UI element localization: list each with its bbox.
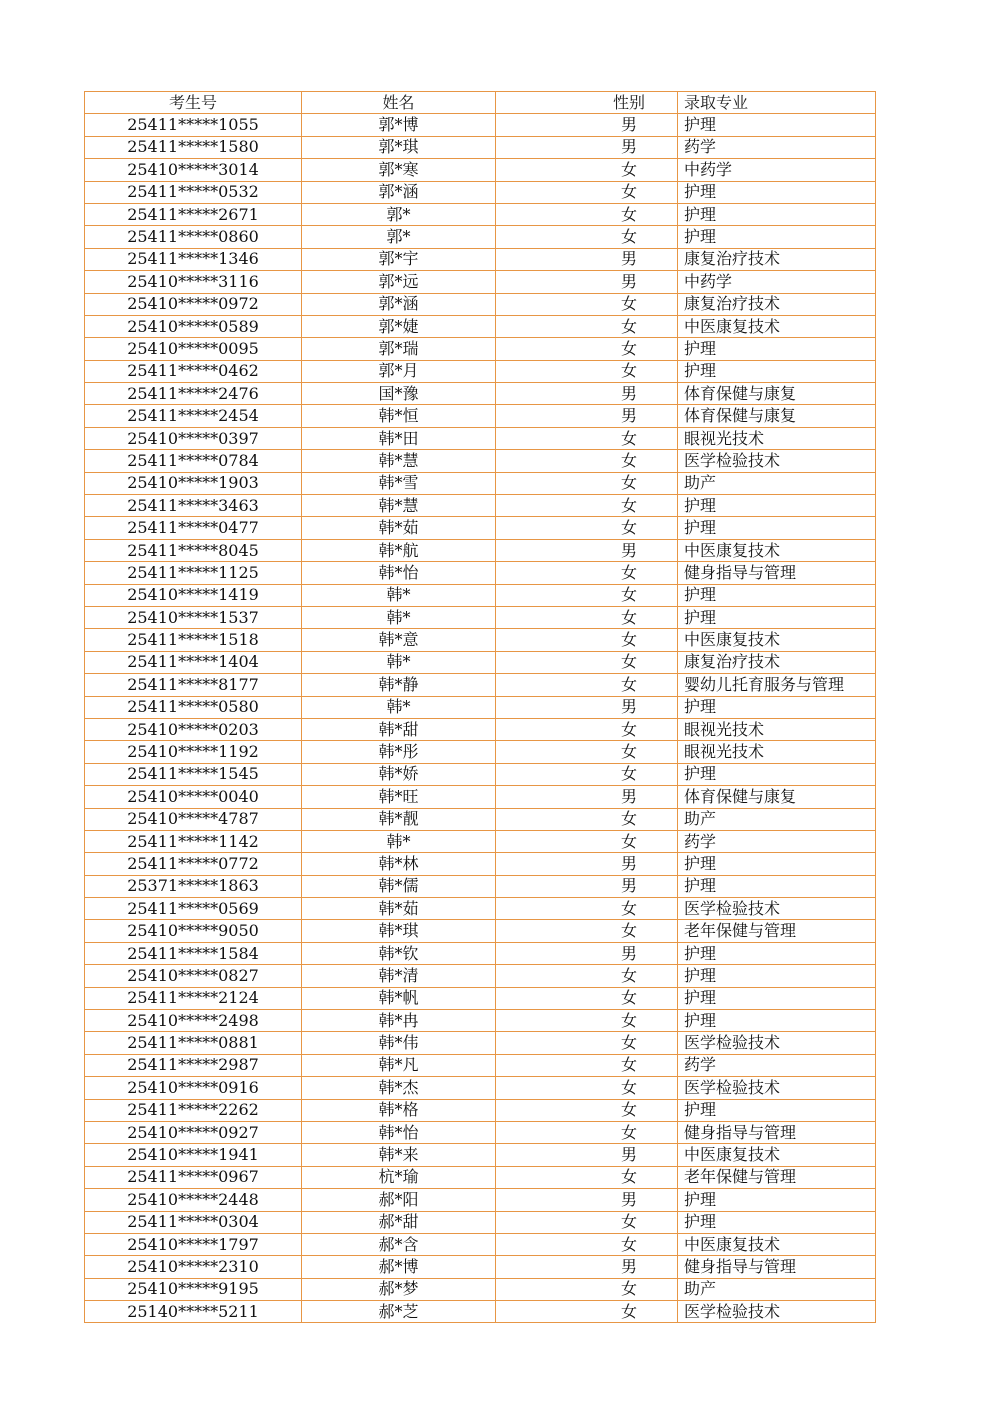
- gender-cell: 男: [496, 875, 678, 897]
- table-row: [85, 1010, 876, 1032]
- gender-cell: 男: [496, 136, 678, 158]
- candidate-number-cell: 25410*****3116: [85, 271, 302, 293]
- candidate-number-cell: 25411*****2262: [85, 1099, 302, 1121]
- name-cell: 郭*婕: [302, 315, 496, 337]
- name-cell: 郭*远: [302, 271, 496, 293]
- gender-cell: 女: [496, 1301, 678, 1323]
- admitted-major-cell: 老年保健与管理: [678, 920, 876, 942]
- name-cell: 韩*慧: [302, 495, 496, 517]
- table-row: [85, 383, 876, 405]
- admitted-major-cell: 药学: [678, 136, 876, 158]
- table-row: [85, 875, 876, 897]
- name-cell: 韩*清: [302, 965, 496, 987]
- admitted-major-cell: 药学: [678, 1054, 876, 1076]
- name-cell: 韩*帆: [302, 987, 496, 1009]
- table-row: [85, 159, 876, 181]
- table-row: [85, 1166, 876, 1188]
- gender-cell: 男: [496, 405, 678, 427]
- name-cell: 韩*儒: [302, 875, 496, 897]
- gender-cell: 女: [496, 226, 678, 248]
- name-cell: 韩*田: [302, 427, 496, 449]
- admitted-major-cell: 护理: [678, 495, 876, 517]
- table-row: [85, 427, 876, 449]
- gender-cell: 男: [496, 383, 678, 405]
- gender-cell: 男: [496, 248, 678, 270]
- gender-cell: 女: [496, 338, 678, 360]
- name-cell: 韩*杰: [302, 1077, 496, 1099]
- gender-cell: 女: [496, 763, 678, 785]
- table-row: [85, 965, 876, 987]
- table-row: [85, 338, 876, 360]
- table-row: [85, 226, 876, 248]
- admitted-major-cell: 老年保健与管理: [678, 1166, 876, 1188]
- table-row: [85, 450, 876, 472]
- admitted-major-cell: 助产: [678, 808, 876, 830]
- table-row: [85, 696, 876, 718]
- gender-cell: 女: [496, 360, 678, 382]
- table-body: [85, 114, 876, 1323]
- admitted-major-cell: 护理: [678, 965, 876, 987]
- gender-cell: 男: [496, 696, 678, 718]
- name-cell: 韩*凡: [302, 1054, 496, 1076]
- candidate-number-cell: 25411*****1545: [85, 763, 302, 785]
- admitted-major-cell: 中药学: [678, 159, 876, 181]
- gender-cell: 女: [496, 495, 678, 517]
- name-cell: 韩*: [302, 606, 496, 628]
- table-row: [85, 1278, 876, 1300]
- admitted-major-cell: 助产: [678, 472, 876, 494]
- admitted-major-cell: 健身指导与管理: [678, 562, 876, 584]
- admission-table: [84, 91, 876, 1323]
- name-cell: 韩*茹: [302, 898, 496, 920]
- admitted-major-cell: 护理: [678, 853, 876, 875]
- candidate-number-cell: 25411*****0784: [85, 450, 302, 472]
- name-cell: 郭*: [302, 226, 496, 248]
- table-row: [85, 1077, 876, 1099]
- admitted-major-cell: 护理: [678, 875, 876, 897]
- candidate-number-cell: 25410*****9195: [85, 1278, 302, 1300]
- name-cell: 韩*甜: [302, 718, 496, 740]
- name-cell: 韩*来: [302, 1144, 496, 1166]
- name-cell: 郭*: [302, 203, 496, 225]
- admitted-major-cell: 护理: [678, 181, 876, 203]
- name-cell: 韩*冉: [302, 1010, 496, 1032]
- table-row: [85, 898, 876, 920]
- gender-cell: 男: [496, 114, 678, 136]
- candidate-number-cell: 25411*****0860: [85, 226, 302, 248]
- name-cell: 韩*意: [302, 629, 496, 651]
- candidate-number-cell: 25411*****1055: [85, 114, 302, 136]
- candidate-number-cell: 25410*****0397: [85, 427, 302, 449]
- gender-cell: 女: [496, 1278, 678, 1300]
- name-cell: 韩*伟: [302, 1032, 496, 1054]
- table-row: [85, 808, 876, 830]
- candidate-number-cell: 25410*****1537: [85, 606, 302, 628]
- gender-cell: 女: [496, 203, 678, 225]
- admitted-major-cell: 康复治疗技术: [678, 248, 876, 270]
- header-candidate-number: 考生号: [85, 92, 302, 114]
- admitted-major-cell: 护理: [678, 114, 876, 136]
- admitted-major-cell: 助产: [678, 1278, 876, 1300]
- table-row: [85, 495, 876, 517]
- table-row: [85, 114, 876, 136]
- table-header-row: [85, 92, 876, 114]
- table-row: [85, 1256, 876, 1278]
- gender-cell: 女: [496, 606, 678, 628]
- name-cell: 韩*娇: [302, 763, 496, 785]
- gender-cell: 女: [496, 315, 678, 337]
- table-row: [85, 1032, 876, 1054]
- table-row: [85, 360, 876, 382]
- admitted-major-cell: 护理: [678, 1211, 876, 1233]
- admitted-major-cell: 医学检验技术: [678, 1301, 876, 1323]
- gender-cell: 女: [496, 293, 678, 315]
- name-cell: 韩*: [302, 651, 496, 673]
- name-cell: 韩*: [302, 696, 496, 718]
- gender-cell: 女: [496, 1166, 678, 1188]
- candidate-number-cell: 25411*****1404: [85, 651, 302, 673]
- gender-cell: 男: [496, 1256, 678, 1278]
- candidate-number-cell: 25411*****8177: [85, 674, 302, 696]
- gender-cell: 女: [496, 808, 678, 830]
- gender-cell: 女: [496, 651, 678, 673]
- admitted-major-cell: 中医康复技术: [678, 629, 876, 651]
- candidate-number-cell: 25411*****0304: [85, 1211, 302, 1233]
- candidate-number-cell: 25411*****3463: [85, 495, 302, 517]
- gender-cell: 女: [496, 584, 678, 606]
- candidate-number-cell: 25410*****2498: [85, 1010, 302, 1032]
- table-row: [85, 1054, 876, 1076]
- admitted-major-cell: 康复治疗技术: [678, 293, 876, 315]
- candidate-number-cell: 25411*****8045: [85, 539, 302, 561]
- gender-cell: 女: [496, 1077, 678, 1099]
- admitted-major-cell: 康复治疗技术: [678, 651, 876, 673]
- name-cell: 韩*格: [302, 1099, 496, 1121]
- admitted-major-cell: 中医康复技术: [678, 1233, 876, 1255]
- gender-cell: 女: [496, 450, 678, 472]
- admitted-major-cell: 体育保健与康复: [678, 405, 876, 427]
- admitted-major-cell: 护理: [678, 1010, 876, 1032]
- name-cell: 韩*怡: [302, 562, 496, 584]
- name-cell: 韩*怡: [302, 1121, 496, 1143]
- table-row: [85, 763, 876, 785]
- admitted-major-cell: 护理: [678, 203, 876, 225]
- admitted-major-cell: 护理: [678, 696, 876, 718]
- gender-cell: 女: [496, 1032, 678, 1054]
- candidate-number-cell: 25411*****1142: [85, 830, 302, 852]
- name-cell: 杭*瑜: [302, 1166, 496, 1188]
- admitted-major-cell: 中医康复技术: [678, 1144, 876, 1166]
- candidate-number-cell: 25410*****0040: [85, 786, 302, 808]
- gender-cell: 女: [496, 1010, 678, 1032]
- candidate-number-cell: 25410*****2310: [85, 1256, 302, 1278]
- name-cell: 韩*雪: [302, 472, 496, 494]
- table-row: [85, 584, 876, 606]
- header-gender: 性别: [496, 92, 678, 114]
- table-row: [85, 606, 876, 628]
- name-cell: 韩*彤: [302, 741, 496, 763]
- candidate-number-cell: 25411*****0967: [85, 1166, 302, 1188]
- candidate-number-cell: 25411*****0477: [85, 517, 302, 539]
- candidate-number-cell: 25411*****2476: [85, 383, 302, 405]
- name-cell: 韩*琪: [302, 920, 496, 942]
- gender-cell: 女: [496, 1099, 678, 1121]
- candidate-number-cell: 25411*****0569: [85, 898, 302, 920]
- admitted-major-cell: 药学: [678, 830, 876, 852]
- candidate-number-cell: 25411*****1584: [85, 942, 302, 964]
- candidate-number-cell: 25410*****3014: [85, 159, 302, 181]
- admitted-major-cell: 护理: [678, 226, 876, 248]
- candidate-number-cell: 25410*****0972: [85, 293, 302, 315]
- name-cell: 郝*含: [302, 1233, 496, 1255]
- candidate-number-cell: 25411*****2671: [85, 203, 302, 225]
- name-cell: 郝*阳: [302, 1189, 496, 1211]
- admitted-major-cell: 医学检验技术: [678, 1077, 876, 1099]
- admitted-major-cell: 体育保健与康复: [678, 383, 876, 405]
- gender-cell: 女: [496, 718, 678, 740]
- gender-cell: 女: [496, 159, 678, 181]
- gender-cell: 男: [496, 1189, 678, 1211]
- admitted-major-cell: 婴幼儿托育服务与管理: [678, 674, 876, 696]
- name-cell: 郭*寒: [302, 159, 496, 181]
- admitted-major-cell: 护理: [678, 584, 876, 606]
- candidate-number-cell: 25410*****1192: [85, 741, 302, 763]
- candidate-number-cell: 25410*****0203: [85, 718, 302, 740]
- candidate-number-cell: 25411*****0462: [85, 360, 302, 382]
- admitted-major-cell: 健身指导与管理: [678, 1121, 876, 1143]
- gender-cell: 女: [496, 427, 678, 449]
- name-cell: 韩*林: [302, 853, 496, 875]
- candidate-number-cell: 25140*****5211: [85, 1301, 302, 1323]
- name-cell: 郭*瑞: [302, 338, 496, 360]
- admitted-major-cell: 护理: [678, 942, 876, 964]
- candidate-number-cell: 25410*****1419: [85, 584, 302, 606]
- gender-cell: 女: [496, 965, 678, 987]
- name-cell: 郝*芝: [302, 1301, 496, 1323]
- admitted-major-cell: 体育保健与康复: [678, 786, 876, 808]
- candidate-number-cell: 25371*****1863: [85, 875, 302, 897]
- gender-cell: 女: [496, 1121, 678, 1143]
- name-cell: 郭*博: [302, 114, 496, 136]
- table-row: [85, 718, 876, 740]
- admitted-major-cell: 眼视光技术: [678, 741, 876, 763]
- gender-cell: 女: [496, 562, 678, 584]
- candidate-number-cell: 25410*****4787: [85, 808, 302, 830]
- admitted-major-cell: 护理: [678, 360, 876, 382]
- candidate-number-cell: 25411*****1518: [85, 629, 302, 651]
- table-row: [85, 1144, 876, 1166]
- name-cell: 韩*: [302, 584, 496, 606]
- name-cell: 韩*茹: [302, 517, 496, 539]
- candidate-number-cell: 25411*****2454: [85, 405, 302, 427]
- candidate-number-cell: 25410*****9050: [85, 920, 302, 942]
- candidate-number-cell: 25411*****1125: [85, 562, 302, 584]
- candidate-number-cell: 25410*****0827: [85, 965, 302, 987]
- candidate-number-cell: 25410*****0095: [85, 338, 302, 360]
- table-row: [85, 405, 876, 427]
- candidate-number-cell: 25410*****1941: [85, 1144, 302, 1166]
- table-row: [85, 181, 876, 203]
- name-cell: 郝*博: [302, 1256, 496, 1278]
- admitted-major-cell: 护理: [678, 517, 876, 539]
- candidate-number-cell: 25410*****1797: [85, 1233, 302, 1255]
- table-row: [85, 472, 876, 494]
- admitted-major-cell: 健身指导与管理: [678, 1256, 876, 1278]
- candidate-number-cell: 25411*****0881: [85, 1032, 302, 1054]
- gender-cell: 女: [496, 1054, 678, 1076]
- name-cell: 韩*慧: [302, 450, 496, 472]
- table-row: [85, 1121, 876, 1143]
- gender-cell: 女: [496, 1211, 678, 1233]
- admitted-major-cell: 中药学: [678, 271, 876, 293]
- candidate-number-cell: 25411*****0772: [85, 853, 302, 875]
- candidate-number-cell: 25410*****2448: [85, 1189, 302, 1211]
- gender-cell: 女: [496, 674, 678, 696]
- admitted-major-cell: 眼视光技术: [678, 427, 876, 449]
- candidate-number-cell: 25411*****1580: [85, 136, 302, 158]
- table-row: [85, 987, 876, 1009]
- table-row: [85, 203, 876, 225]
- header-admitted-major: 录取专业: [678, 92, 876, 114]
- table-row: [85, 629, 876, 651]
- gender-cell: 女: [496, 1233, 678, 1255]
- name-cell: 韩*靓: [302, 808, 496, 830]
- candidate-number-cell: 25410*****1903: [85, 472, 302, 494]
- table-row: [85, 1301, 876, 1323]
- table-row: [85, 830, 876, 852]
- table-row: [85, 674, 876, 696]
- candidate-number-cell: 25411*****2124: [85, 987, 302, 1009]
- table-row: [85, 1099, 876, 1121]
- candidate-number-cell: 25410*****0916: [85, 1077, 302, 1099]
- table-row: [85, 853, 876, 875]
- name-cell: 郭*宇: [302, 248, 496, 270]
- admitted-major-cell: 医学检验技术: [678, 450, 876, 472]
- table-row: [85, 293, 876, 315]
- candidate-number-cell: 25411*****0532: [85, 181, 302, 203]
- admitted-major-cell: 护理: [678, 763, 876, 785]
- table-row: [85, 786, 876, 808]
- table-row: [85, 1233, 876, 1255]
- gender-cell: 女: [496, 181, 678, 203]
- gender-cell: 男: [496, 853, 678, 875]
- admitted-major-cell: 医学检验技术: [678, 898, 876, 920]
- name-cell: 郭*涵: [302, 181, 496, 203]
- header-name: 姓名: [302, 92, 496, 114]
- table-row: [85, 920, 876, 942]
- table-row: [85, 539, 876, 561]
- table-row: [85, 562, 876, 584]
- table-row: [85, 651, 876, 673]
- gender-cell: 男: [496, 942, 678, 964]
- table-row: [85, 136, 876, 158]
- name-cell: 郝*甜: [302, 1211, 496, 1233]
- table-row: [85, 1189, 876, 1211]
- table-row: [85, 315, 876, 337]
- admitted-major-cell: 医学检验技术: [678, 1032, 876, 1054]
- admitted-major-cell: 中医康复技术: [678, 315, 876, 337]
- admitted-major-cell: 护理: [678, 606, 876, 628]
- name-cell: 韩*静: [302, 674, 496, 696]
- admitted-major-cell: 护理: [678, 338, 876, 360]
- name-cell: 韩*钦: [302, 942, 496, 964]
- name-cell: 国*豫: [302, 383, 496, 405]
- gender-cell: 女: [496, 898, 678, 920]
- gender-cell: 女: [496, 472, 678, 494]
- name-cell: 郭*琪: [302, 136, 496, 158]
- name-cell: 韩*: [302, 830, 496, 852]
- admitted-major-cell: 护理: [678, 1189, 876, 1211]
- table-row: [85, 271, 876, 293]
- candidate-number-cell: 25410*****0589: [85, 315, 302, 337]
- gender-cell: 女: [496, 517, 678, 539]
- table-row: [85, 517, 876, 539]
- candidate-number-cell: 25411*****0580: [85, 696, 302, 718]
- name-cell: 韩*旺: [302, 786, 496, 808]
- gender-cell: 男: [496, 786, 678, 808]
- admitted-major-cell: 护理: [678, 987, 876, 1009]
- table-row: [85, 942, 876, 964]
- candidate-number-cell: 25411*****2987: [85, 1054, 302, 1076]
- gender-cell: 男: [496, 539, 678, 561]
- gender-cell: 女: [496, 987, 678, 1009]
- gender-cell: 女: [496, 920, 678, 942]
- table-row: [85, 248, 876, 270]
- admission-list-sheet: [84, 91, 876, 1323]
- admitted-major-cell: 眼视光技术: [678, 718, 876, 740]
- candidate-number-cell: 25410*****0927: [85, 1121, 302, 1143]
- gender-cell: 男: [496, 1144, 678, 1166]
- gender-cell: 女: [496, 741, 678, 763]
- candidate-number-cell: 25411*****1346: [85, 248, 302, 270]
- name-cell: 韩*恒: [302, 405, 496, 427]
- name-cell: 韩*航: [302, 539, 496, 561]
- table-row: [85, 741, 876, 763]
- admitted-major-cell: 护理: [678, 1099, 876, 1121]
- gender-cell: 男: [496, 271, 678, 293]
- name-cell: 郝*梦: [302, 1278, 496, 1300]
- admitted-major-cell: 中医康复技术: [678, 539, 876, 561]
- gender-cell: 女: [496, 629, 678, 651]
- table-row: [85, 1211, 876, 1233]
- name-cell: 郭*涵: [302, 293, 496, 315]
- name-cell: 郭*月: [302, 360, 496, 382]
- gender-cell: 女: [496, 830, 678, 852]
